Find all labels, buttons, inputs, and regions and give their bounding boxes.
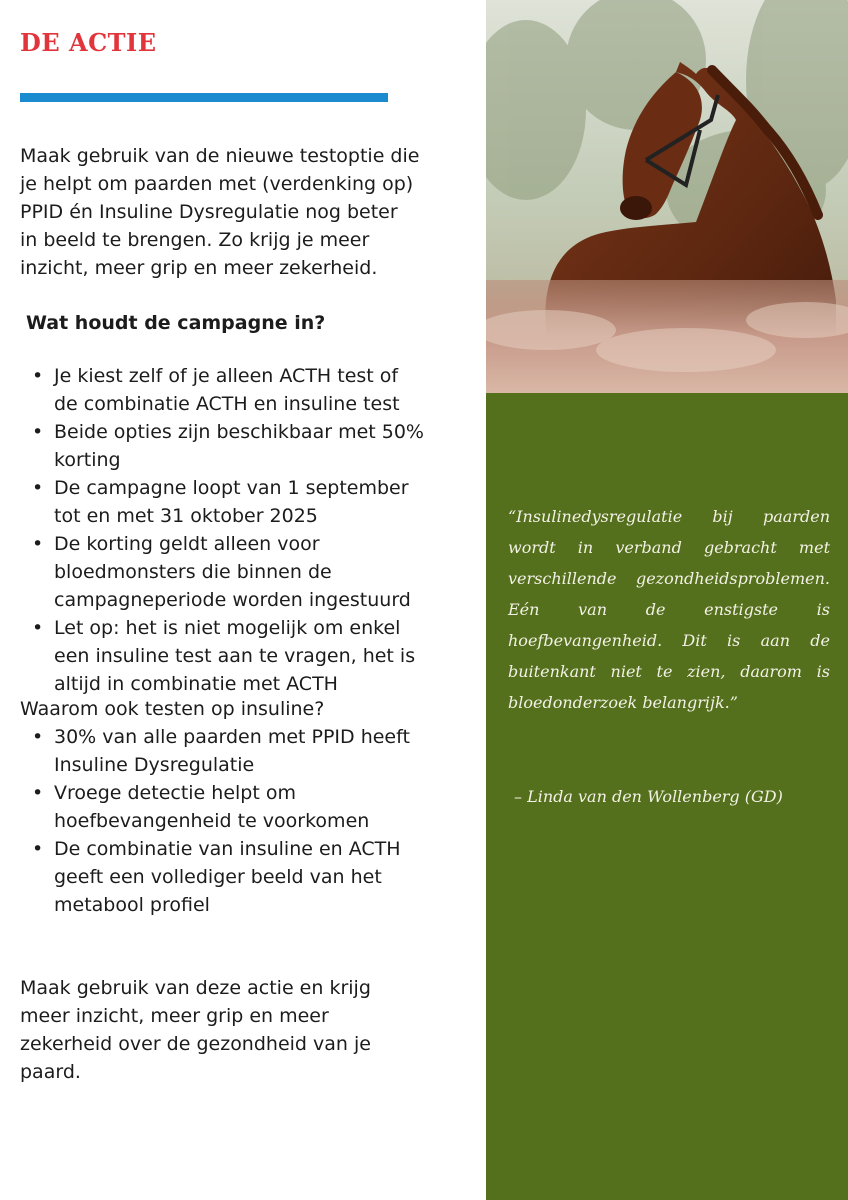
list-item: • 30% van alle paarden met PPID heeft Insuline Dysregulatie xyxy=(0,723,424,779)
sidebar xyxy=(486,0,848,1200)
why-list xyxy=(0,723,440,919)
quote-panel xyxy=(486,393,848,1200)
list-item: • Let op: het is niet mogelijk om enkel een insuline test aan te vragen, het is altijd in combinatie met ACTH xyxy=(0,614,424,698)
horse-photo xyxy=(486,0,848,393)
list-item: • Beide opties zijn beschikbaar met 50% korting xyxy=(0,418,424,474)
closing-paragraph: Maak gebruik van deze actie en krijg meer inzicht, meer grip en meer zekerheid over de gezondheid van je paard. xyxy=(20,977,371,1083)
list-item: • De campagne loopt van 1 september tot en met 31 oktober 2025 xyxy=(0,474,424,530)
quote-text: “Insulinedysregulatie bij paarden wordt in verband gebracht met verschillende gezondheidsproblemen. Eén van de enstigste is hoefbevangenheid. Dit is aan de buitenkant niet te zien, daarom is bloedonderzoek belangrijk.” xyxy=(508,507,830,712)
list-item: • De combinatie van insuline en ACTH geeft een vollediger beeld van het metabool profiel xyxy=(0,835,424,919)
list-item: • De korting geldt alleen voor bloedmonsters die binnen de campagneperiode worden ingestuurd xyxy=(0,530,424,614)
title-underline xyxy=(20,93,388,102)
campaign-heading: Wat houdt de campagne in? xyxy=(26,312,326,334)
intro-paragraph: Maak gebruik van de nieuwe testoptie die je helpt om paarden met (verdenking op) PPID én Insuline Dysregulatie nog beter in beeld te brengen. Zo krijg je meer inzicht, meer grip en meer zekerheid. xyxy=(20,145,420,279)
page-title: DE ACTIE xyxy=(20,28,157,57)
list-item: • Je kiest zelf of je alleen ACTH test of de combinatie ACTH en insuline test xyxy=(0,362,424,418)
quote-attribution: – Linda van den Wollenberg (GD) xyxy=(514,787,783,806)
horse-illustration xyxy=(486,0,848,393)
why-heading: Waarom ook testen op insuline? xyxy=(20,698,325,720)
campaign-list xyxy=(0,362,440,698)
list-item: • Vroege detectie helpt om hoefbevangenheid te voorkomen xyxy=(0,779,424,835)
